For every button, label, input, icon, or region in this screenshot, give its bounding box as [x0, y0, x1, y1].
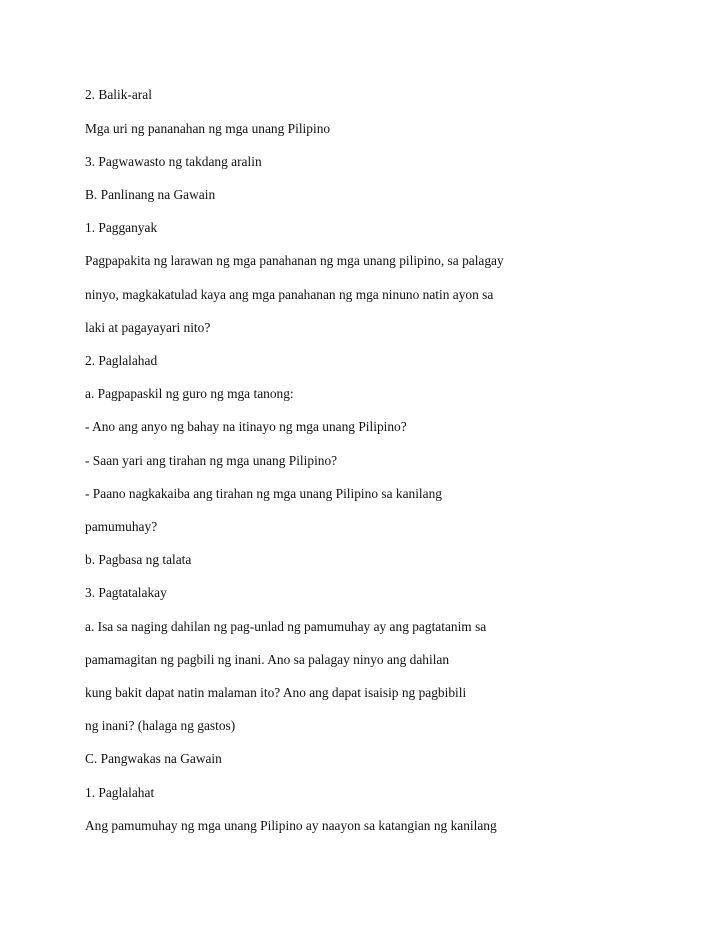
text-line: kung bakit dapat natin malaman ito? Ano ang dapat isaisip ng pagbibili — [85, 685, 467, 700]
text-line: a. Isa sa naging dahilan ng pag-unlad ng pamumuhay ay ang pagtatanim sa — [85, 619, 487, 634]
text-line: Mga uri ng pananahan ng mga unang Pilipino — [85, 121, 331, 136]
text-line: 1. Paglalahat — [85, 785, 155, 800]
text-line: pamumuhay? — [85, 519, 158, 534]
text-line: 2. Balik-aral — [85, 87, 152, 102]
text-line: 2. Paglalahad — [85, 353, 158, 368]
text-line: C. Pangwakas na Gawain — [85, 751, 222, 766]
text-line: - Saan yari ang tirahan ng mga unang Pilipino? — [85, 453, 338, 468]
text-line: Pagpapakita ng larawan ng mga panahanan ng mga unang pilipino, sa palagay — [85, 253, 504, 268]
text-line: B. Panlinang na Gawain — [85, 187, 216, 202]
text-line: b. Pagbasa ng talata — [85, 552, 192, 567]
text-line: ninyo, magkakatulad kaya ang mga panahanan ng mga ninuno natin ayon sa — [85, 287, 494, 302]
text-line: - Ano ang anyo ng bahay na itinayo ng mga unang Pilipino? — [85, 419, 407, 434]
text-line: pamamagitan ng pagbili ng inani. Ano sa palagay ninyo ang dahilan — [85, 652, 450, 667]
text-line: 3. Pagwawasto ng takdang aralin — [85, 154, 262, 169]
text-line: 3. Pagtatalakay — [85, 585, 167, 600]
text-line: 1. Pagganyak — [85, 220, 158, 235]
text-line: laki at pagayayari nito? — [85, 320, 211, 335]
text-line: - Paano nagkakaiba ang tirahan ng mga unang Pilipino sa kanilang — [85, 486, 442, 501]
text-line: ng inani? (halaga ng gastos) — [85, 718, 236, 733]
text-line: Ang pamumuhay ng mga unang Pilipino ay naayon sa katangian ng kanilang — [85, 818, 497, 833]
text-line: a. Pagpapaskil ng guro ng mga tanong: — [85, 386, 294, 401]
